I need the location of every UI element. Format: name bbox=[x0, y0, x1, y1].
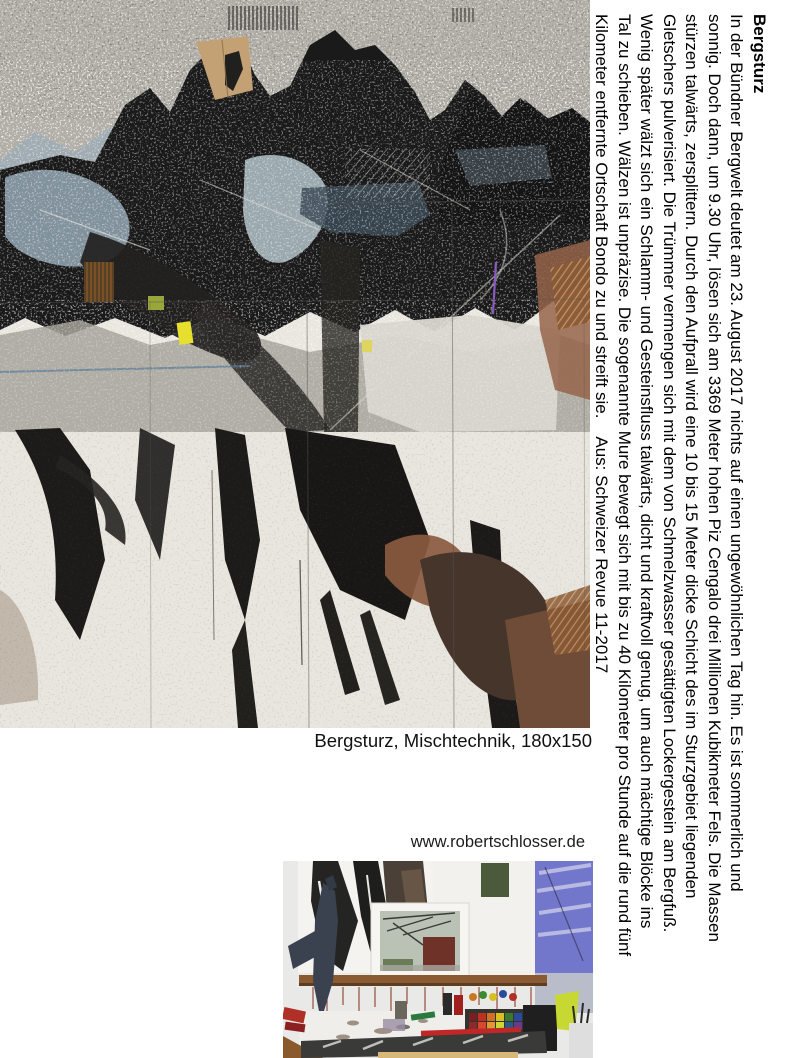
article-text-rotated bbox=[590, 0, 794, 1058]
article-line: sonnig. Doch dann, um 9.30 Uhr, lösen sich am 3369 Meter hohen Piz Cengalo drei Millionen Kubikmeter Fels. Die Massen bbox=[705, 14, 724, 942]
website-url: www.robertschlosser.de bbox=[410, 833, 585, 851]
article-line: Tal zu schieben. Wälzen ist unpräzise. Die sogenannte Mure bewegt sich mit bis zu 40 Kilometer pro Stunde auf die rund fünf bbox=[615, 14, 634, 957]
article-line: In der Bündner Bergwelt deutet am 23. August 2017 nichts auf einen ungewöhnlichen Tag hin. Es ist sommerlich und bbox=[727, 14, 747, 892]
article-title: Bergsturz bbox=[750, 14, 769, 94]
painting-caption: Bergsturz, Mischtechnik, 180x150 bbox=[314, 730, 592, 751]
photo-small-artwork bbox=[371, 903, 469, 979]
article-line: Wenig später wälzt sich ein Schlamm- und Gesteinsfluss talwärts, dicht und kraftvoll genug, um auch mächtige Blöcke ins bbox=[637, 14, 657, 929]
article-line: stürzen talwärts, zersplittern. Durch den Aufprall wird eine 10 bis 15 Meter dicke Schicht des im Sturzgebiet liegenden bbox=[682, 14, 702, 899]
studio-photo bbox=[283, 861, 593, 1058]
article-line: Gletschers pulverisiert. Die Trümmer vermengen sich mit dem von Schmelzwasser gesättigten Lockergestein am Bergfuß. bbox=[660, 14, 679, 933]
article-line: Kilometer entfernte Ortschaft Bondo zu und streift sie. Aus: Schweizer Revue 11-2017 bbox=[592, 14, 612, 674]
